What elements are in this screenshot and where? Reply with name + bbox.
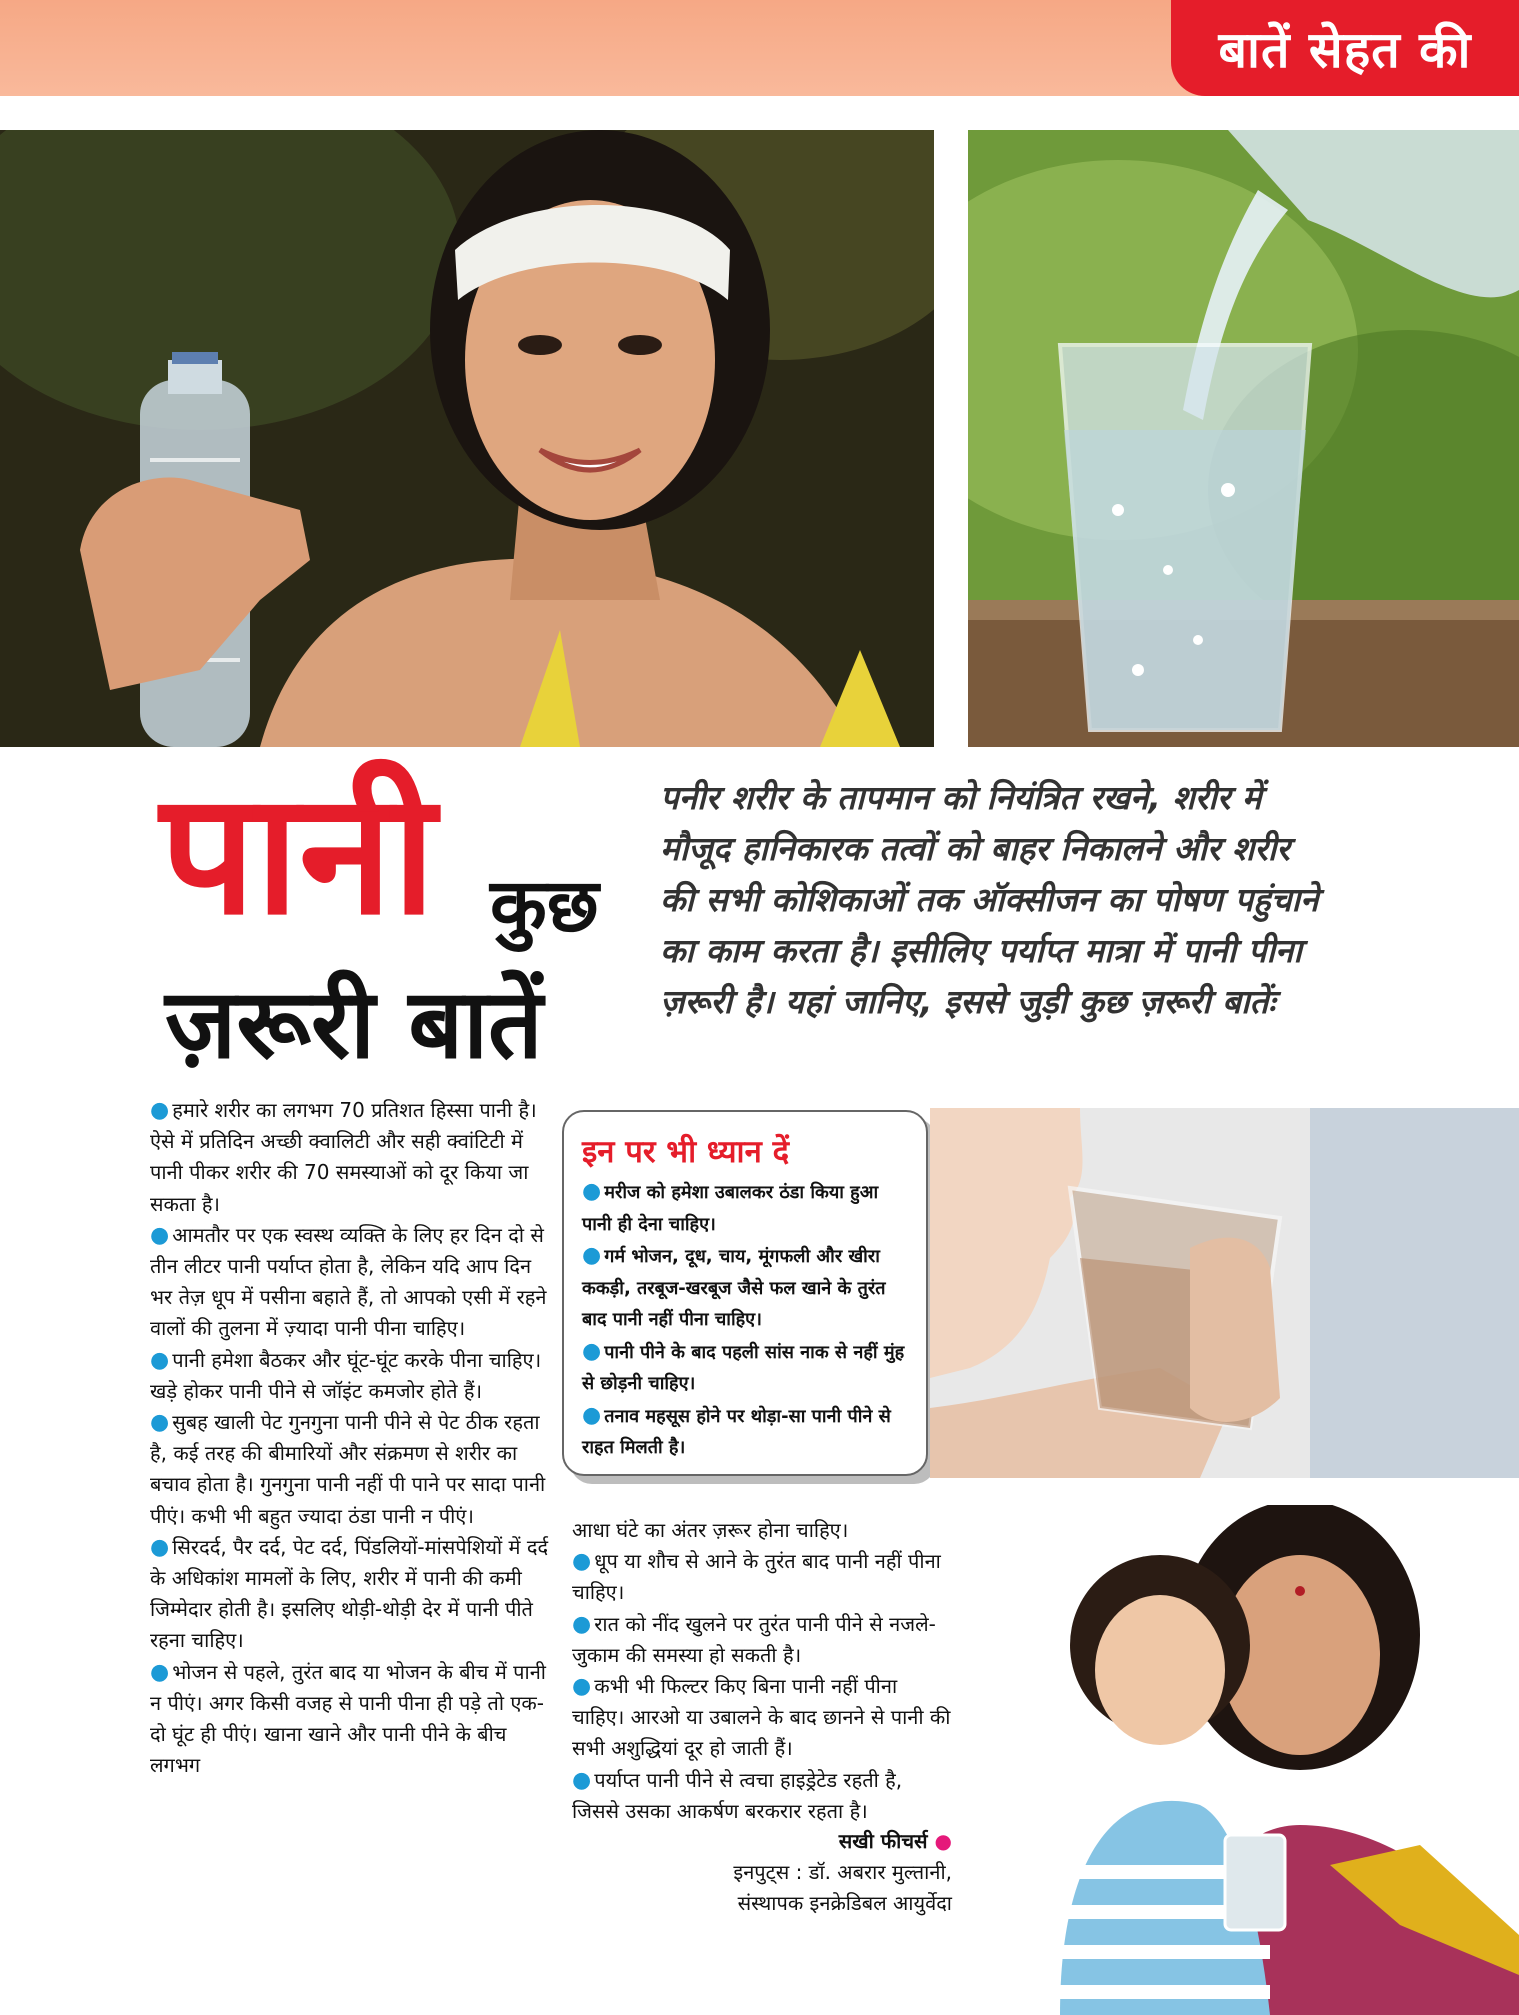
bullet-icon: ● xyxy=(150,1098,170,1123)
bullet-icon: ● xyxy=(582,1402,602,1428)
intro-paragraph: पनीर शरीर के तापमान को नियंत्रित रखने, शरीर में मौजूद हानिकारक तत्वों को बाहर निकालने और शरीर की सभी कोशिकाओं तक ऑक्सीजन का पोषण पहुंचाने का काम करता है। इसीलिए पर्याप्त मात्रा में पानी पीना ज़रूरी है। यहां जानिए, इससे जुड़ी कुछ ज़रूरी बातेंः xyxy=(660,778,1319,1021)
info-item: ● गर्म भोजन, दूध, चाय, मूंगफली और खीरा ककड़ी, तरबूज-खरबूज जैसे फल खाने के तुरंत बाद पानी नहीं पीना चाहिए। xyxy=(582,1243,886,1330)
bullet-icon: ● xyxy=(150,1659,170,1685)
bullet-icon: ● xyxy=(572,1611,592,1637)
bullet-icon: ● xyxy=(572,1674,592,1700)
bullet-icon: ● xyxy=(572,1767,592,1793)
bullet-icon: ● xyxy=(582,1243,602,1268)
list-item: ● पानी हमेशा बैठकर और घूंट-घूंट करके पीना चाहिए। खड़े होकर पानी पीने से जॉइंट कमजोर होते हैं। xyxy=(150,1347,542,1403)
credits xyxy=(572,1826,952,1919)
info-item: ● तनाव महसूस होने पर थोड़ा-सा पानी पीने से राहत मिलती है। xyxy=(582,1402,891,1458)
middle-column xyxy=(572,1515,952,1827)
list-item: ● भोजन से पहले, तुरंत बाद या भोजन के बीच में पानी न पीएं। अगर किसी वजह से पानी पीना ही पड़े तो एक-दो घूंट ही पीएं। खाना खाने और पानी पीने के बीच लगभग xyxy=(150,1659,546,1778)
info-box xyxy=(562,1110,928,1476)
bullet-icon: ● xyxy=(582,1338,602,1364)
list-item: ● सिरदर्द, पैर दर्द, पेट दर्द, पिंडलियों-मांसपेशियों में दर्द के अधिकांश मामलों के लिए, शरीर में पानी की कमी जिम्मेदार होती है। इसलिए थोड़ी-थोड़ी देर में पानी पीते रहना चाहिए। xyxy=(150,1534,549,1653)
list-item: ● आमतौर पर एक स्वस्थ व्यक्ति के लिए हर दिन दो से तीन लीटर पानी पर्याप्त होता है, लेकिन यदि आप दिन भर तेज़ धूप में पसीना बहाते हैं, तो आपको एसी में रहने वालों की तुलना में ज़्यादा पानी पीना चाहिए। xyxy=(150,1222,547,1341)
headline-main-word: पानी xyxy=(160,756,436,952)
photo-woman-bottle xyxy=(0,130,934,747)
bullet-icon: ● xyxy=(150,1534,170,1560)
bullet-icon: ● xyxy=(150,1347,170,1373)
info-item: ● मरीज को हमेशा उबालकर ठंडा किया हुआ पानी ही देना चाहिए। xyxy=(582,1179,879,1235)
bullet-icon: ● xyxy=(150,1410,170,1436)
inputs-credit: इनपुट्स : डॉ. अबरार मुल्तानी, xyxy=(733,1860,952,1884)
list-item: ● सुबह खाली पेट गुनगुना पानी पीने से पेट ठीक रहता है, कई तरह की बीमारियों और संक्रमण से शरीर का बचाव होता है। गुनगुना पानी नहीं पी पाने पर सादा पानी पीएं। कभी भी बहुत ज्यादा ठंडा पानी न पीएं। xyxy=(150,1410,546,1528)
bullet-icon: ● xyxy=(582,1179,602,1204)
section-title: बातें सेहत की xyxy=(1171,0,1519,96)
affiliation-credit: संस्थापक इनक्रेडिबल आयुर्वेदा xyxy=(737,1891,952,1915)
photo-mother-daughter xyxy=(1000,1505,1519,2015)
bullet-icon: ● xyxy=(572,1549,592,1575)
list-item: ● कभी भी फिल्टर किए बिना पानी नहीं पीना चाहिए। आरओ या उबालने के बाद छानने से पानी की सभी अशुद्धियां दूर हो जाती हैं। xyxy=(572,1674,951,1761)
left-column xyxy=(150,1095,558,1781)
list-item: ● पर्याप्त पानी पीने से त्वचा हाइड्रेटेड रहती है, जिससे उसका आकर्षण बरकरार रहता है। xyxy=(572,1767,903,1823)
list-item: आधा घंटे का अंतर ज़रूर होना चाहिए। xyxy=(572,1518,849,1542)
list-item: ● रात को नींद खुलने पर तुरंत पानी पीने से नजले-जुकाम की समस्या हो सकती है। xyxy=(572,1611,936,1667)
end-mark-icon: ● xyxy=(934,1829,952,1853)
list-item: ● धूप या शौच से आने के तुरंत बाद पानी नहीं पीना चाहिए। xyxy=(572,1549,941,1605)
info-item: ● पानी पीने के बाद पहली सांस नाक से नहीं मुंह से छोड़नी चाहिए। xyxy=(582,1338,905,1394)
photo-woman-drinking xyxy=(930,1108,1519,1478)
feature-credit: सखी फीचर्स xyxy=(838,1829,928,1853)
headline-second-line: ज़रूरी बातें xyxy=(165,968,543,1080)
info-box-title: इन पर भी ध्यान दें xyxy=(582,1134,790,1170)
bullet-icon: ● xyxy=(150,1222,170,1248)
headline-secondary-word: कुछ xyxy=(490,863,599,949)
list-item: ● हमारे शरीर का लगभग 70 प्रतिशत हिस्सा पानी है। ऐसे में प्रतिदिन अच्छी क्वालिटी और सही क्वांटिटी में पानी पीकर शरीर की 70 समस्याओं को दूर किया जा सकता है। xyxy=(150,1098,537,1216)
photo-glass-pour xyxy=(968,130,1519,747)
